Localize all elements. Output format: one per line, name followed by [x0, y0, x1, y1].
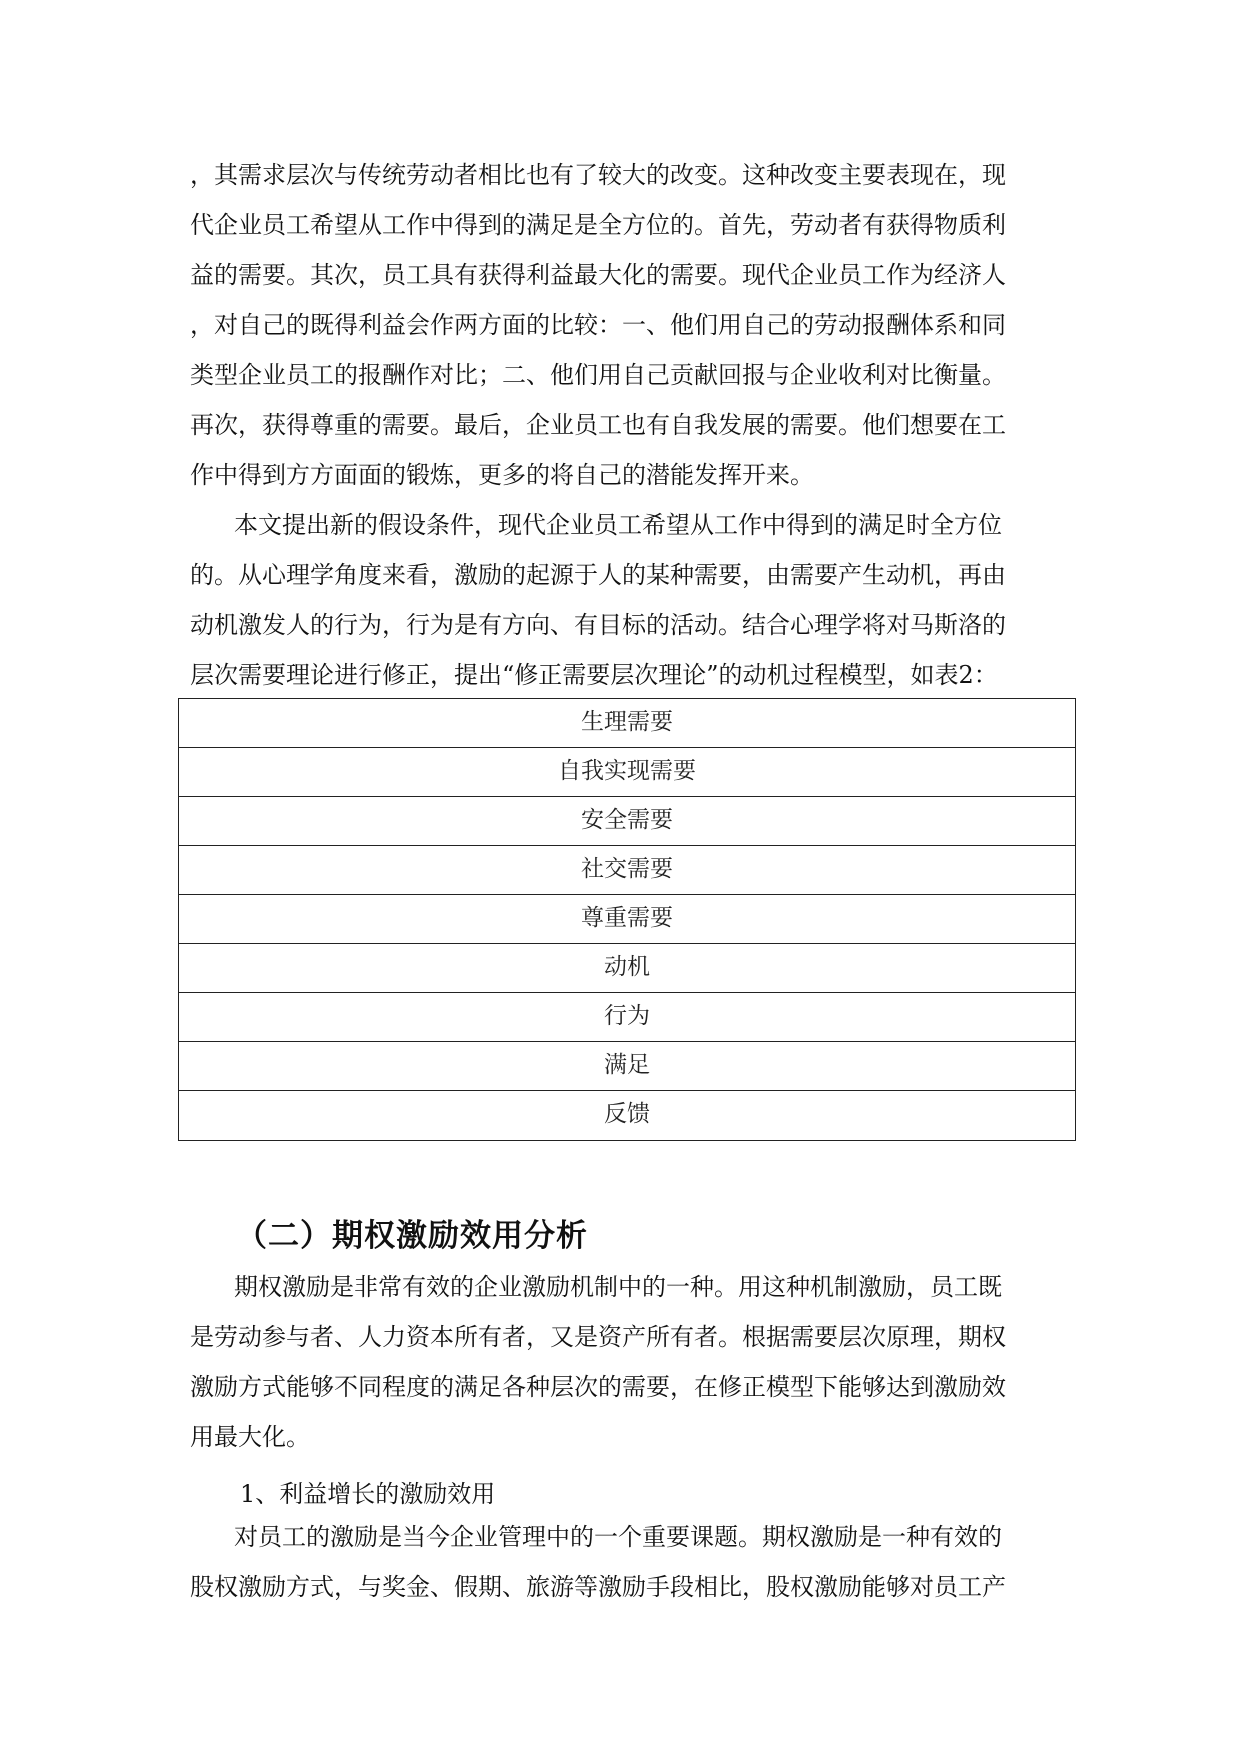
paragraph-line: 代企业员工希望从工作中得到的满足是全方位的。首先，劳动者有获得物质利 — [190, 211, 1006, 239]
table-row: 反馈 — [604, 1101, 650, 1127]
paragraph-needs-changes — [190, 150, 1052, 500]
paragraph-line: ，对自己的既得利益会作两方面的比较：一、他们用自己的劳动报酬体系和同 — [190, 311, 1006, 339]
motivation-model-table — [178, 698, 1076, 1141]
paragraph-line: 是劳动参与者、人力资本所有者，又是资产所有者。根据需要层次原理，期权 — [190, 1323, 1006, 1351]
table-row: 安全需要 — [179, 797, 1075, 846]
table-row: 满足 — [179, 1042, 1075, 1091]
paragraph-line: 类型企业员工的报酬作对比；二、他们用自己贡献回报与企业收利对比衡量。 — [190, 361, 1006, 389]
paragraph-line: 的。从心理学角度来看，激励的起源于人的某种需要，由需要产生动机，再由 — [190, 561, 1006, 589]
paragraph-line: 对员工的激励是当今企业管理中的一个重要课题。期权激励是一种有效的 — [234, 1523, 1002, 1551]
paragraph-employee-incentive — [190, 1512, 1052, 1612]
paragraph-line: 激励方式能够不同程度的满足各种层次的需要，在修正模型下能够达到激励效 — [190, 1373, 1006, 1401]
table-row: 动机 — [179, 944, 1075, 993]
table-row: 尊重需要 — [179, 895, 1075, 944]
paragraph-hypothesis — [190, 500, 1052, 700]
table-row: 自我实现需要 — [179, 748, 1075, 797]
table-row: 社交需要 — [179, 846, 1075, 895]
paragraph-option-incentive — [190, 1262, 1052, 1462]
section-heading: （二）期权激励效用分析 — [236, 1218, 588, 1254]
paragraph-line: ，其需求层次与传统劳动者相比也有了较大的改变。这种改变主要表现在，现 — [190, 161, 1006, 189]
paragraph-line: 动机激发人的行为，行为是有方向、有目标的活动。结合心理学将对马斯洛的 — [190, 611, 1006, 639]
paragraph-line: 用最大化。 — [190, 1423, 310, 1451]
paragraph-line: 再次，获得尊重的需要。最后，企业员工也有自我发展的需要。他们想要在工 — [190, 411, 1006, 439]
paragraph-line: 益的需要。其次，员工具有获得利益最大化的需要。现代企业员工作为经济人 — [190, 261, 1006, 289]
subsection-heading: 1、利益增长的激励效用 — [240, 1480, 496, 1508]
table-row: 生理需要 — [179, 699, 1075, 748]
paragraph-line: 层次需要理论进行修正，提出“修正需要层次理论”的动机过程模型，如表2： — [190, 661, 998, 689]
paragraph-line: 本文提出新的假设条件，现代企业员工希望从工作中得到的满足时全方位 — [234, 511, 1002, 539]
table-row: 行为 — [179, 993, 1075, 1042]
paragraph-line: 期权激励是非常有效的企业激励机制中的一种。用这种机制激励，员工既 — [234, 1273, 1002, 1301]
paragraph-line: 股权激励方式，与奖金、假期、旅游等激励手段相比，股权激励能够对员工产 — [190, 1573, 1006, 1601]
paragraph-line: 作中得到方方面面的锻炼，更多的将自己的潜能发挥开来。 — [190, 461, 814, 489]
